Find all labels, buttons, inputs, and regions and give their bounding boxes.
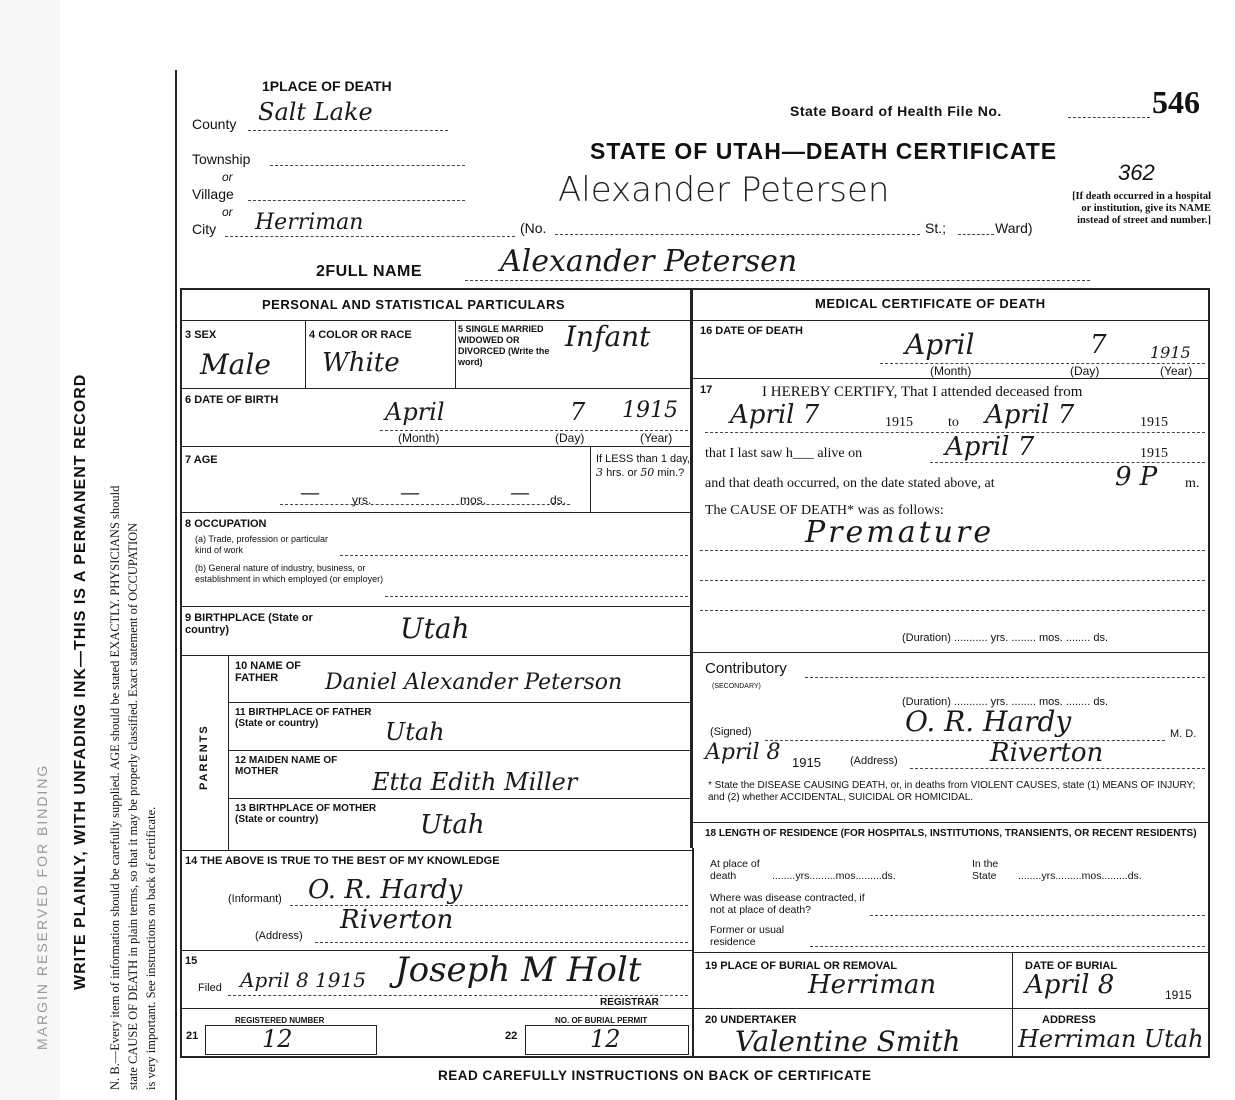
personal-heading: PERSONAL AND STATISTICAL PARTICULARS <box>262 297 566 312</box>
dob-day: 7 <box>570 398 586 426</box>
place-of-death-label: 1PLACE OF DEATH <box>262 78 392 94</box>
last-saw-text: that I last saw h___ alive on <box>705 446 863 461</box>
ward-label: Ward) <box>995 220 1033 236</box>
state-note: * State the DISEASE CAUSING DEATH, or, in deaths from VIOLENT CAUSES, state (1) MEANS OF INJURY; and (2) whether ACCIDENTAL, SUICIDAL OR HOMICIDAL. <box>708 780 1196 803</box>
nb-text-2: state CAUSE OF DEATH in plain terms, so that it may be properly classified. Exact statement of OCCUPATION <box>126 522 140 1090</box>
birthplace-label: 9 BIRTHPLACE (State or country) <box>185 612 313 636</box>
father-birthplace-value: Utah <box>385 718 445 746</box>
duration-label-1: (Duration) ........... yrs. ........ mos. ........ ds. <box>902 632 1109 644</box>
parents-label: PARENTS <box>198 724 210 790</box>
address-value: Riverton <box>340 905 454 935</box>
burial-date: April 8 <box>1025 970 1115 1000</box>
father-value: Daniel Alexander Peterson <box>325 670 623 695</box>
margin-rule <box>175 70 177 1100</box>
color-value: White <box>322 348 400 378</box>
permit-label: NO. OF BURIAL PERMIT <box>555 1016 648 1025</box>
marital-label: 5 SINGLE MARRIED WIDOWED OR DIVORCED (Write the word) <box>458 324 550 367</box>
signed-value: O. R. Hardy <box>905 705 1072 738</box>
dob-label: 6 DATE OF BIRTH <box>185 394 279 406</box>
last-saw-year: 1915 <box>1140 446 1168 461</box>
mother-birthplace-value: Utah <box>420 810 485 840</box>
marital-value: Infant <box>565 320 651 353</box>
or-1: or <box>222 170 233 184</box>
hospital-note: [If death occurred in a hospital or institution, give its NAME instead of street and number.] <box>1072 191 1211 226</box>
county-label: County <box>192 116 237 132</box>
or-2: or <box>222 205 233 219</box>
dob-day-label: (Day) <box>555 431 585 445</box>
undertaker-address-label: ADDRESS <box>1042 1014 1096 1026</box>
informant-label: (Informant) <box>228 893 282 905</box>
burial-label: 19 PLACE OF BURIAL OR REMOVAL <box>705 960 898 972</box>
sig-address-value: Riverton <box>990 738 1104 768</box>
secondary-label: (SECONDARY) <box>712 683 761 690</box>
age-label: 7 AGE <box>185 454 218 466</box>
stamp-number: 362 <box>1118 160 1155 185</box>
dob-year: 1915 <box>622 398 678 423</box>
to-year: 1915 <box>1140 415 1168 430</box>
burial-value: Herriman <box>808 970 937 1000</box>
city-label: City <box>192 221 217 237</box>
cause-label: The CAUSE OF DEATH* was as follows: <box>705 503 944 518</box>
from-date: April 7 <box>730 400 820 430</box>
dob-year-label: (Year) <box>640 431 673 445</box>
nb-text-1: N. B.—Every item of information should be carefully supplied. AGE should be stated EXACTLY. PHYSICIANS should <box>108 485 122 1090</box>
full-name-label: 2FULL NAME <box>316 263 423 280</box>
medical-heading: MEDICAL CERTIFICATE OF DEATH <box>815 296 1046 311</box>
occupation-b: (b) General nature of industry, business, or establishment in which employed (or employer) <box>195 563 384 584</box>
to-label: to <box>948 415 959 430</box>
reg-number-label: REGISTERED NUMBER <box>235 1016 325 1025</box>
permit-value: 12 <box>590 1025 621 1053</box>
filed-value: April 8 1915 <box>240 968 366 992</box>
father-label: 10 NAME OF FATHER <box>235 660 302 684</box>
burial-year: 1915 <box>1165 988 1192 1002</box>
contributory-label: Contributory <box>705 660 787 677</box>
knowledge-label: 14 THE ABOVE IS TRUE TO THE BEST OF MY KNOWLEDGE <box>185 855 500 867</box>
from-year: 1915 <box>885 415 913 430</box>
dod-day: 7 <box>1090 330 1107 360</box>
reg-number-value: 12 <box>262 1025 293 1053</box>
undertaker-address-value: Herriman Utah <box>1018 1025 1204 1053</box>
full-name-value: Alexander Petersen <box>500 244 798 279</box>
dod-label: 16 DATE OF DEATH <box>700 325 803 337</box>
st-label: St.; <box>925 220 947 236</box>
no-label: (No. <box>520 220 547 236</box>
mother-value: Etta Edith Miller <box>372 768 578 796</box>
sex-label: 3 SEX <box>185 329 217 341</box>
file-no-label: State Board of Health File No. <box>790 103 1002 119</box>
time-value: 9 P <box>1115 462 1158 492</box>
file-no-value: 546 <box>1152 84 1200 120</box>
nb-text-3: is very important. See instructions on back of certificate. <box>144 806 158 1090</box>
dob-month-label: (Month) <box>398 431 440 445</box>
occupation-label: 8 OCCUPATION <box>185 518 267 530</box>
cause-value: Premature <box>805 515 995 550</box>
township-label: Township <box>192 151 251 167</box>
less-than-label: If LESS than 1 day, 3 hrs. or 50 min.? <box>596 453 690 479</box>
footer-instructions: READ CAREFULLY INSTRUCTIONS ON BACK OF CERTIFICATE <box>438 1068 872 1083</box>
undertaker-value: Valentine Smith <box>735 1025 961 1058</box>
occupation-a: (a) Trade, profession or particular kind of work <box>195 534 329 555</box>
color-label: 4 COLOR OR RACE <box>309 329 412 341</box>
dob-month: April <box>385 398 445 426</box>
informant-value: O. R. Hardy <box>308 875 463 905</box>
at-place-label: At place of death <box>710 858 760 882</box>
sex-value: Male <box>200 348 271 381</box>
filed-label: Filed <box>198 982 222 994</box>
dod-year: 1915 <box>1150 343 1191 362</box>
burial-date-label: DATE OF BURIAL <box>1025 960 1118 972</box>
village-label: Village <box>192 186 234 202</box>
mother-birthplace-label: 13 BIRTHPLACE OF MOTHER (State or country) <box>235 803 377 825</box>
duration-label-2: (Duration) ........... yrs. ........ mos. ........ ds. <box>902 696 1109 708</box>
certificate-title: STATE OF UTAH—DEATH CERTIFICATE <box>590 138 1058 164</box>
left-margin <box>0 0 60 1100</box>
father-birthplace-label: 11 BIRTHPLACE OF FATHER (State or country) <box>235 707 372 729</box>
in-state-label: In the State <box>972 858 999 882</box>
sig-address-label: (Address) <box>850 755 898 767</box>
county-value: Salt Lake <box>258 98 373 126</box>
to-date: April 7 <box>985 400 1075 430</box>
former-label: Former or usual residence <box>710 924 785 948</box>
signed-date: April 8 <box>705 740 781 765</box>
registrar-label: REGISTRAR <box>600 997 659 1008</box>
permanent-record-text: WRITE PLAINLY, WITH UNFADING INK—THIS IS A PERMANENT RECORD <box>72 373 89 990</box>
typed-name: Alexander Petersen <box>558 170 890 210</box>
residence-label: 18 LENGTH OF RESIDENCE (FOR HOSPITALS, INSTITUTIONS, TRANSIENTS, OR RECENT RESIDENTS) <box>705 828 1197 839</box>
mother-label: 12 MAIDEN NAME OF MOTHER <box>235 755 338 777</box>
contracted-label: Where was disease contracted, if not at place of death? <box>710 892 865 916</box>
signed-year: 1915 <box>792 755 821 770</box>
birthplace-value: Utah <box>400 612 470 645</box>
column-divider <box>690 288 693 848</box>
city-value: Herriman <box>255 210 364 235</box>
address-label: (Address) <box>255 930 303 942</box>
margin-reserved-text: MARGIN RESERVED FOR BINDING <box>34 763 50 1050</box>
signed-label: (Signed) <box>710 726 752 738</box>
certify-text: I HEREBY CERTIFY, That I attended deceased from <box>762 384 1083 400</box>
last-saw-date: April 7 <box>945 432 1035 462</box>
occurred-text: and that death occurred, on the date stated above, at <box>705 476 995 491</box>
registrar-signature: Joseph M Holt <box>395 950 642 990</box>
undertaker-label: 20 UNDERTAKER <box>705 1014 797 1026</box>
dod-month: April <box>905 328 975 361</box>
